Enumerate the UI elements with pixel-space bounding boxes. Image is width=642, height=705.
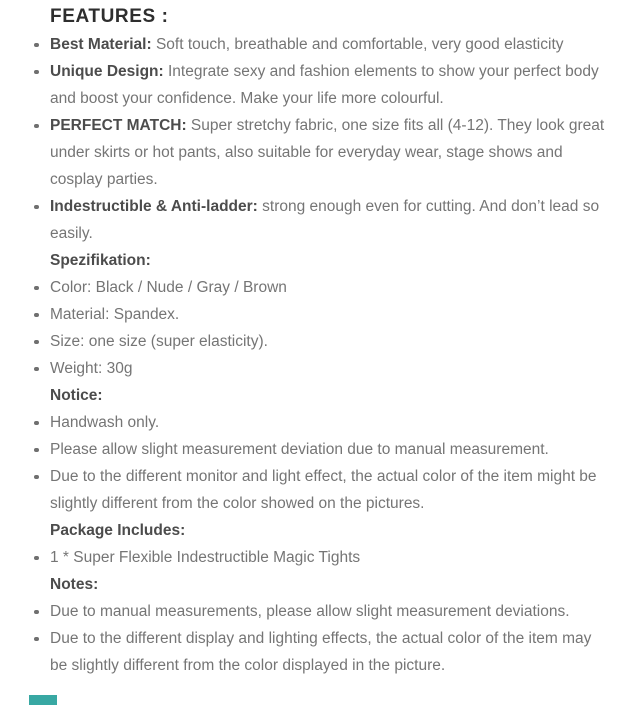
list-item xyxy=(33,31,612,58)
package-includes-heading: Package Includes: xyxy=(50,522,186,539)
list-item xyxy=(33,112,612,193)
notice-heading: Notice: xyxy=(50,387,103,404)
features-list xyxy=(33,31,612,247)
list-item: Due to the different display and lighting effects, the actual color of the item may be slightly different from the color displayed in the picture. xyxy=(33,625,612,679)
list-item: Please allow slight measurement deviation due to manual measurement. xyxy=(33,436,612,463)
feature-text: Super stretchy fabric, one size fits all (4-12). They look great under skirts or hot pants, also suitable for everyday wear, stage shows and cosplay parties. xyxy=(50,117,605,188)
notes-list xyxy=(33,598,612,679)
feature-text: Integrate sexy and fashion elements to show your perfect body and boost your confidence. Make your life more colourful. xyxy=(50,63,599,107)
feature-label: Best Material: xyxy=(50,36,152,53)
list-item: 1 * Super Flexible Indestructible Magic Tights xyxy=(33,544,612,571)
specification-list xyxy=(33,274,612,382)
specification-heading: Spezifikation: xyxy=(50,252,151,269)
list-item: Due to the different monitor and light effect, the actual color of the item might be slightly different from the color showed on the pictures. xyxy=(33,463,612,517)
list-item: Handwash only. xyxy=(33,409,612,436)
feature-label: PERFECT MATCH: xyxy=(50,117,187,134)
feature-label: Unique Design: xyxy=(50,63,164,80)
list-item xyxy=(33,193,612,247)
package-list xyxy=(33,544,612,571)
bottom-left-color-swatch xyxy=(29,695,57,705)
list-item xyxy=(33,58,612,112)
features-heading: FEATURES : xyxy=(50,6,169,27)
list-item: Due to manual measurements, please allow slight measurement deviations. xyxy=(33,598,612,625)
list-item: Color: Black / Nude / Gray / Brown xyxy=(33,274,612,301)
feature-text: Soft touch, breathable and comfortable, very good elasticity xyxy=(151,36,564,53)
list-item: Weight: 30g xyxy=(33,355,612,382)
feature-text: strong enough even for cutting. And don’t lead so easily. xyxy=(50,198,600,242)
list-item: Material: Spandex. xyxy=(33,301,612,328)
notice-list xyxy=(33,409,612,517)
list-item: Size: one size (super elasticity). xyxy=(33,328,612,355)
notes-heading: Notes: xyxy=(50,576,99,593)
feature-label: Indestructible & Anti-ladder: xyxy=(50,198,258,215)
